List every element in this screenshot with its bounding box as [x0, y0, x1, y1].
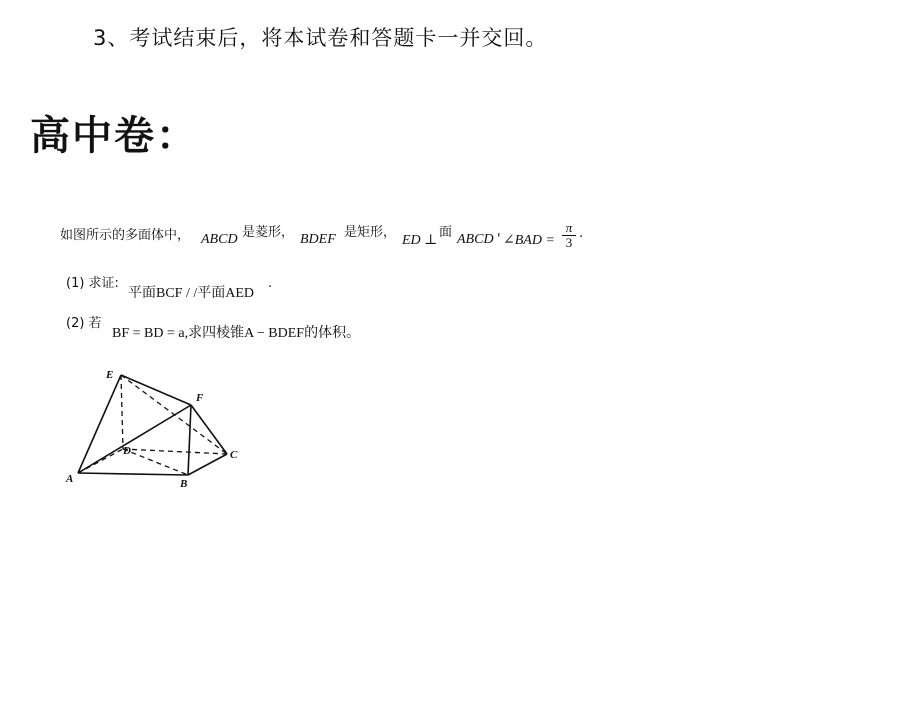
vertex-label-f: F — [196, 392, 204, 404]
part1-statement: 平面BCF / /平面AED — [128, 286, 255, 301]
edge-fc — [191, 405, 227, 454]
math-abcd-2: ABCD — [457, 232, 494, 247]
problem-block — [60, 218, 660, 348]
edge-ed-hidden — [121, 375, 123, 449]
edge-ef — [121, 375, 191, 405]
math-abcd: ABCD — [201, 232, 238, 247]
part1-end: · — [268, 280, 273, 295]
part2-statement: BF = BD = a,求四棱锥A − BDEF的体积。 — [112, 326, 361, 341]
part2-label: (2) 若 — [66, 316, 102, 331]
part1-label: (1) 求证: — [66, 276, 119, 291]
text-plane-word: 面 — [439, 225, 453, 240]
math-ed-perp: ED ⊥ — [402, 233, 438, 248]
text-period: · — [579, 230, 584, 245]
math-fraction — [562, 221, 576, 250]
math-bdef: BDEF — [300, 232, 336, 247]
vertex-label-e: E — [106, 369, 114, 381]
vertex-label-d: D — [123, 445, 131, 457]
vertex-label-b: B — [180, 478, 188, 490]
exam-notice: 3、考试结束后，将本试卷和答题卡一并交回。 — [93, 26, 548, 50]
text-is-rhombus: 是菱形， — [242, 225, 295, 240]
problem-intro: 如图所示的多面体中， — [60, 228, 191, 243]
edge-db-hidden — [123, 449, 188, 475]
edge-ec-hidden — [121, 375, 227, 454]
edge-ab — [78, 473, 188, 475]
vertex-label-c: C — [230, 449, 238, 461]
fraction-numerator: π — [562, 221, 576, 236]
text-is-rectangle: 是矩形， — [344, 225, 397, 240]
section-title: 高中卷： — [30, 113, 198, 159]
edge-dc-hidden — [123, 449, 227, 454]
vertex-label-a: A — [66, 473, 74, 485]
math-angle-bad: ∠BAD = — [503, 233, 555, 248]
edge-fb — [188, 405, 191, 475]
edge-ae — [78, 375, 121, 473]
fraction-denominator: 3 — [565, 235, 573, 250]
text-comma: ' — [497, 232, 501, 247]
polyhedron-figure — [60, 362, 250, 492]
edge-bc — [188, 454, 227, 475]
